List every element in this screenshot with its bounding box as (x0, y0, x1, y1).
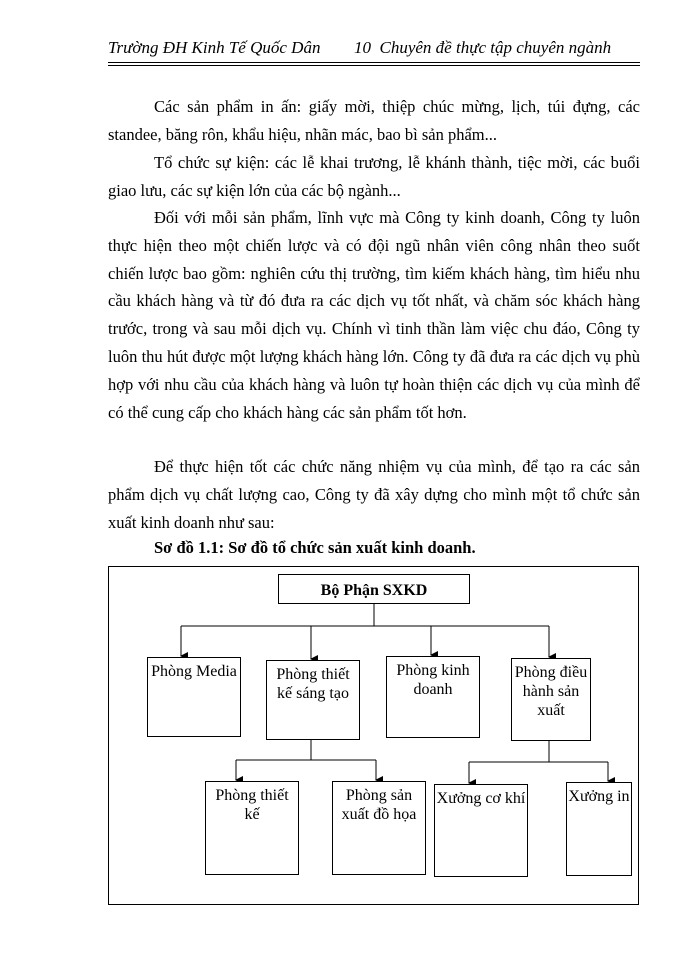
org-node-root: Bộ Phận SXKD (278, 574, 470, 604)
header-title: Chuyên đề thực tập chuyên ngành (379, 38, 612, 57)
org-node-creative: Phòng thiết kế sáng tạo (266, 660, 360, 740)
diagram-caption: Sơ đồ 1.1: Sơ đồ tổ chức sản xuất kinh doanh. (154, 538, 476, 557)
org-node-operations: Phòng điều hành sản xuất (511, 658, 591, 741)
paragraph-event-organization: Tổ chức sự kiện: các lễ khai trương, lễ khánh thành, tiệc mời, các buổi giao lưu, các sự kiện lớn của các bộ ngành... (108, 153, 640, 200)
org-node-graphics-production: Phòng sản xuất đồ họa (332, 781, 426, 875)
org-node-mechanical-workshop: Xưởng cơ khí (434, 784, 528, 877)
header-page-number: 10 (354, 38, 371, 57)
org-node-media: Phòng Media (147, 657, 241, 737)
paragraph-printed-products: Các sản phẩm in ấn: giấy mời, thiệp chúc mừng, lịch, túi đựng, các standee, băng rôn, khẩu hiệu, nhãn mác, bao bì sản phẩm... (108, 97, 640, 144)
org-node-design: Phòng thiết kế (205, 781, 299, 875)
paragraph-organization-intro: Để thực hiện tốt các chức năng nhiệm vụ của mình, để tạo ra các sản phẩm dịch vụ chất lượng cao, Công ty đã xây dựng cho mình một tổ chức sản xuất kinh doanh như sau: (108, 457, 640, 532)
org-node-printing-workshop: Xưởng in (566, 782, 632, 876)
paragraph-strategy: Đối với mỗi sản phẩm, lĩnh vực mà Công ty kinh doanh, Công ty luôn thực hiện theo một chiến lược và có đội ngũ nhân viên công nhân theo suốt chiến lược bao gồm: nghiên cứu thị trường, tìm kiếm khách hàng, tìm hiểu nhu cầu khách hàng và từ đó đưa ra các dịch vụ tốt nhất, và chăm sóc khách hàng trước, trong và sau mỗi dịch vụ. Chính vì tinh thần làm việc chu đáo, Công ty luôn thu hút được một lượng khách hàng lớn. Công ty đã đưa ra các dịch vụ phù hợp với nhu cầu của khách hàng và luôn tự hoàn thiện các dịch vụ của mình để có thể cung cấp cho khách hàng các sản phẩm tốt hơn. (108, 208, 640, 422)
org-node-business: Phòng kinh doanh (386, 656, 480, 738)
header-school: Trường ĐH Kinh Tế Quốc Dân (108, 38, 321, 57)
